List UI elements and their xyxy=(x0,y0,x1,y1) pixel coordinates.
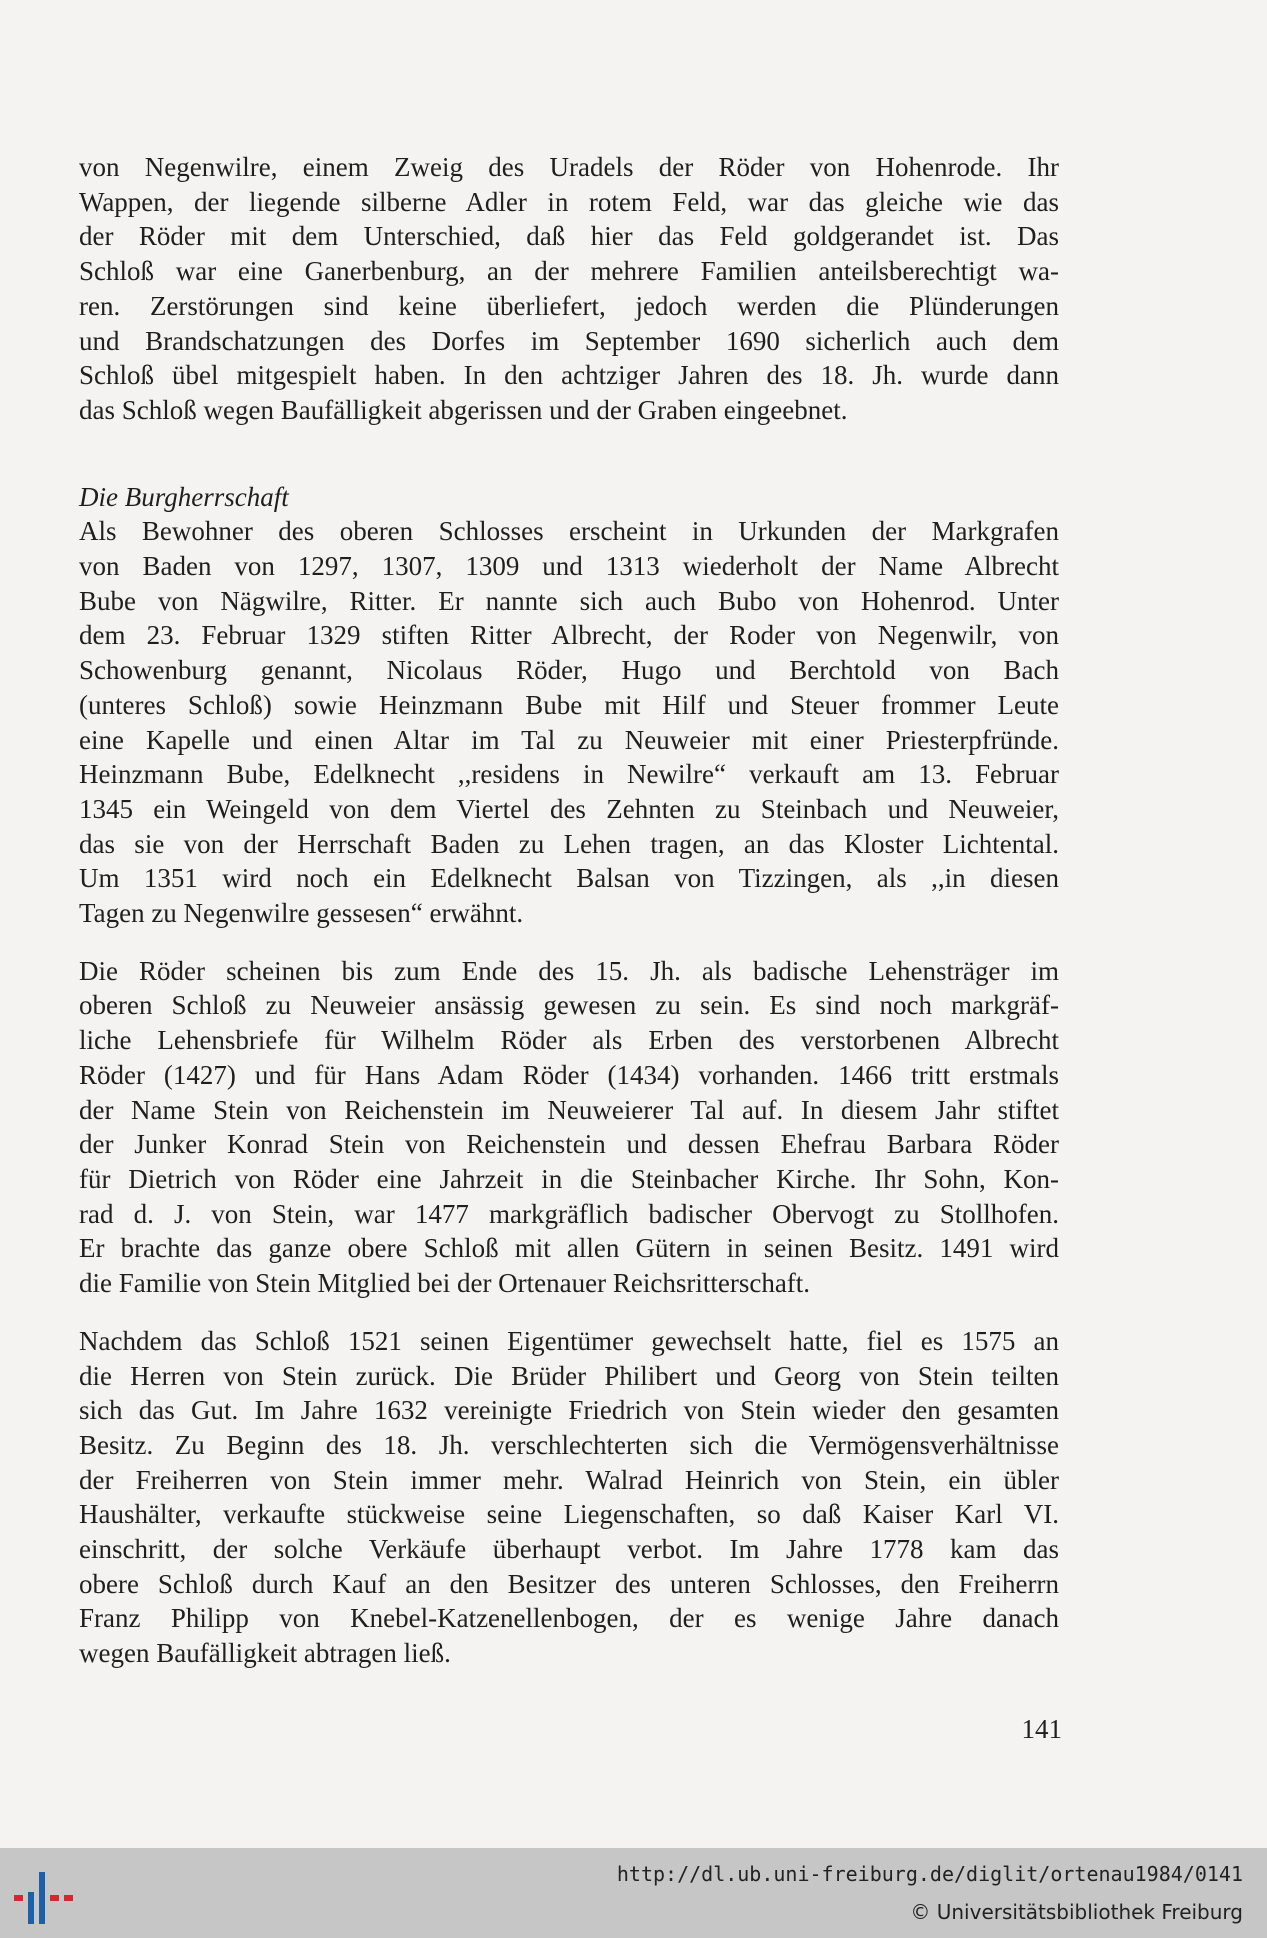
text-line: Er brachte das ganze obere Schloß mit allen Gütern in seinen Besitz. 1491 wird xyxy=(79,1233,1059,1264)
text-line: Besitz. Zu Beginn des 18. Jh. verschlechterten sich die Vermögensverhältnisse xyxy=(79,1429,1059,1460)
text-line: 1345 ein Weingeld von dem Viertel des Zehnten zu Steinbach und Neuweier, xyxy=(79,793,1059,824)
text-line: sich das Gut. Im Jahre 1632 vereinigte Friedrich von Stein wieder den gesamten xyxy=(79,1395,1059,1426)
text-line: (unteres Schloß) sowie Heinzmann Bube mit Hilf und Steuer frommer Leute xyxy=(79,689,1059,720)
paragraph-4 xyxy=(79,1324,1059,1671)
text-line: der Junker Konrad Stein von Reichenstein und dessen Ehefrau Barbara Röder xyxy=(79,1129,1059,1160)
ub-freiburg-logo-icon xyxy=(14,1868,84,1926)
text-line: die Familie von Stein Mitglied bei der Ortenauer Reichsritterschaft. xyxy=(79,1268,811,1299)
text-line: Röder (1427) und für Hans Adam Röder (1434) vorhanden. 1466 tritt erstmals xyxy=(79,1059,1059,1090)
text-line: einschritt, der solche Verkäufe überhaupt verbot. Im Jahre 1778 kam das xyxy=(79,1534,1059,1565)
footer-bar xyxy=(0,1848,1267,1938)
text-line: Um 1351 wird noch ein Edelknecht Balsan von Tizzingen, als ,,in diesen xyxy=(79,863,1059,894)
text-line: Als Bewohner des oberen Schlosses erscheint in Urkunden der Markgrafen xyxy=(79,516,1059,547)
text-line: das Schloß wegen Baufälligkeit abgerissen und der Graben eingeebnet. xyxy=(79,394,848,425)
text-line: eine Kapelle und einen Altar im Tal zu Neuweier mit einer Priesterpfründe. xyxy=(79,724,1059,755)
text-line: Tagen zu Negenwilre gessesen“ erwähnt. xyxy=(79,898,524,929)
paragraph-1 xyxy=(79,150,1059,428)
text-line: das sie von der Herrschaft Baden zu Lehen tragen, an das Kloster Lichtental. xyxy=(79,828,1059,859)
text-line: Schloß übel mitgespielt haben. In den achtziger Jahren des 18. Jh. wurde dann xyxy=(79,360,1059,391)
text-line: Nachdem das Schloß 1521 seinen Eigentümer gewechselt hatte, fiel es 1575 an xyxy=(79,1325,1059,1356)
footer-copyright: © Universitätsbibliothek Freiburg xyxy=(910,1900,1243,1924)
text-line: Schloß war eine Ganerbenburg, an der mehrere Familien anteilsberechtigt wa- xyxy=(79,256,1059,287)
page-number: 141 xyxy=(1021,1714,1062,1744)
text-line: ren. Zerstörungen sind keine überliefert, jedoch werden die Plünderungen xyxy=(79,290,1059,321)
text-line: für Dietrich von Röder eine Jahrzeit in die Steinbacher Kirche. Ihr Sohn, Kon- xyxy=(79,1163,1059,1194)
text-line: dem 23. Februar 1329 stiften Ritter Albrecht, der Roder von Negenwilr, von xyxy=(79,620,1059,651)
page-content xyxy=(79,150,1059,1671)
footer-url-link[interactable]: http://dl.ub.uni-freiburg.de/diglit/ortenau1984/0141 xyxy=(616,1862,1243,1886)
text-line: der Freiherren von Stein immer mehr. Walrad Heinrich von Stein, ein übler xyxy=(79,1464,1059,1495)
section-heading: Die Burgherrschaft xyxy=(79,481,289,512)
paragraph-2 xyxy=(79,514,1059,930)
text-line: obere Schloß durch Kauf an den Besitzer des unteren Schlosses, den Freiherrn xyxy=(79,1568,1059,1599)
text-line: von Baden von 1297, 1307, 1309 und 1313 wiederholt der Name Albrecht xyxy=(79,551,1059,582)
text-line: Wappen, der liegende silberne Adler in rotem Feld, war das gleiche wie das xyxy=(79,186,1059,217)
paragraph-3 xyxy=(79,954,1059,1301)
text-line: Heinzmann Bube, Edelknecht ,,residens in Newilre“ verkauft am 13. Februar xyxy=(79,759,1059,790)
text-line: rad d. J. von Stein, war 1477 markgräflich badischer Obervogt zu Stollhofen. xyxy=(79,1198,1059,1229)
text-line: Die Röder scheinen bis zum Ende des 15. Jh. als badische Lehensträger im xyxy=(79,955,1059,986)
text-line: Franz Philipp von Knebel-Katzenellenbogen, der es wenige Jahre danach xyxy=(79,1603,1059,1634)
text-line: von Negenwilre, einem Zweig des Uradels der Röder von Hohenrode. Ihr xyxy=(79,152,1059,182)
text-line: der Name Stein von Reichenstein im Neuweierer Tal auf. In diesem Jahr stiftet xyxy=(79,1094,1059,1125)
text-line: der Röder mit dem Unterschied, daß hier das Feld goldgerandet ist. Das xyxy=(79,221,1059,252)
text-line: und Brandschatzungen des Dorfes im September 1690 sicherlich auch dem xyxy=(79,325,1059,356)
text-line: wegen Baufälligkeit abtragen ließ. xyxy=(79,1638,451,1669)
text-line: oberen Schloß zu Neuweier ansässig gewesen zu sein. Es sind noch markgräf- xyxy=(79,990,1059,1021)
text-line: Haushälter, verkaufte stückweise seine Liegenschaften, so daß Kaiser Karl VI. xyxy=(79,1499,1059,1530)
text-line: Bube von Nägwilre, Ritter. Er nannte sich auch Bubo von Hohenrod. Unter xyxy=(79,585,1059,616)
text-line: die Herren von Stein zurück. Die Brüder Philibert und Georg von Stein teilten xyxy=(79,1360,1059,1391)
text-line: liche Lehensbriefe für Wilhelm Röder als Erben des verstorbenen Albrecht xyxy=(79,1025,1059,1056)
text-line: Schowenburg genannt, Nicolaus Röder, Hugo und Berchtold von Bach xyxy=(79,655,1059,686)
